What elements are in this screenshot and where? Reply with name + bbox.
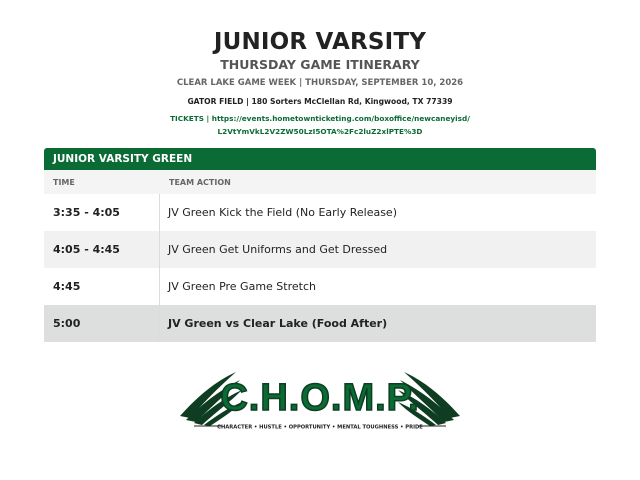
tickets-link-line2[interactable]: L2VtYmVkL2V2ZW50LzI5OTA%2Fc2luZ2xlPTE%3D [217,127,423,136]
logo-wordmark: C.H.O.M.P. [220,377,420,419]
chomp-logo [176,368,464,434]
table-row [44,194,596,231]
tickets-link-line1[interactable]: https://events.hometownticketing.com/boxoffice/newcaneyisd/ [211,114,470,123]
page-title: JUNIOR VARSITY [213,29,427,55]
logo-tagline: CHARACTER • HUSTLE • OPPORTUNITY • MENTAL TOUGHNESS • PRIDE [217,424,423,431]
row-action: JV Green Get Uniforms and Get Dressed [168,243,388,256]
row-time: 3:35 - 4:05 [44,194,160,231]
row-time: 5:00 [44,305,160,342]
venue-address: GATOR FIELD | 180 Sorters McClellan Rd, Kingwood, TX 77339 [187,97,453,106]
chomp-logo-graphic [176,368,464,434]
row-action: JV Green vs Clear Lake (Food After) [168,317,388,330]
tickets-label: TICKETS | [170,114,212,123]
game-week-date: CLEAR LAKE GAME WEEK | THURSDAY, SEPTEMBER 10, 2026 [176,78,464,88]
schedule-rows [44,194,596,342]
section-header: JUNIOR VARSITY GREEN [44,148,596,170]
schedule-table [44,148,596,342]
table-row [44,231,596,268]
table-row [44,268,596,305]
page-subtitle: THURSDAY GAME ITINERARY [220,57,420,72]
column-header-row [44,170,596,194]
tickets-info [0,112,640,138]
column-header-time: TIME [53,177,75,187]
table-row-game [44,305,596,342]
row-action: JV Green Pre Game Stretch [168,280,316,293]
row-action: JV Green Kick the Field (No Early Release) [168,206,397,219]
row-time: 4:45 [44,268,160,305]
column-header-action: TEAM ACTION [169,177,231,187]
row-time: 4:05 - 4:45 [44,231,160,268]
